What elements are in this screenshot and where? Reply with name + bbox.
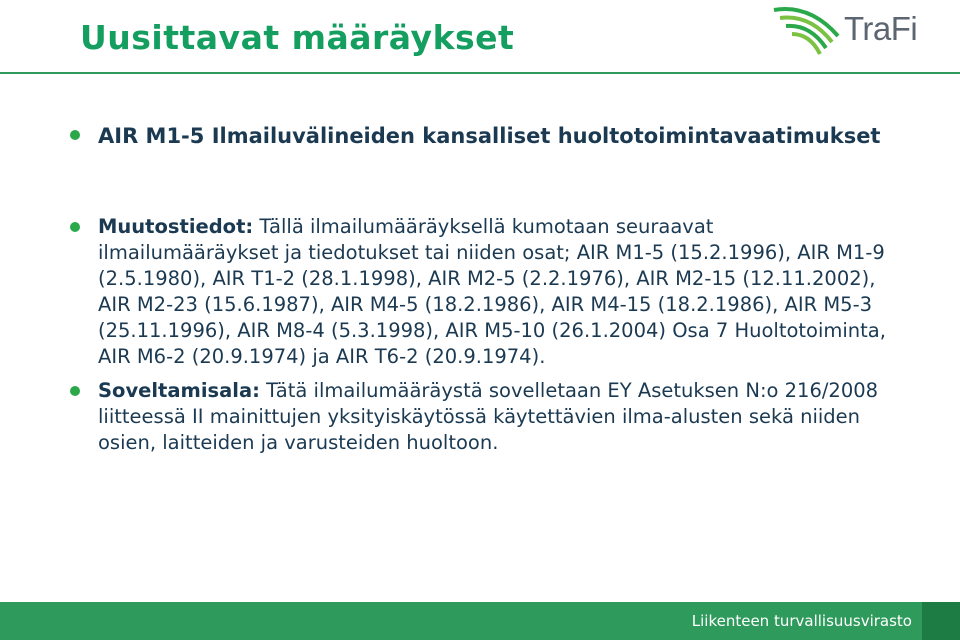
bullet-text: AIR M1-5 Ilmailuvälineiden kansalliset huoltotoimintavaatimukset <box>98 124 881 148</box>
bullet-item <box>70 214 890 370</box>
trafi-swoosh-icon <box>770 2 850 62</box>
footer-accent-box <box>922 602 960 640</box>
bullet-icon <box>70 386 80 396</box>
bullet-lead: Muutostiedot: <box>98 215 254 238</box>
footer-bar <box>0 602 960 640</box>
title-divider <box>0 72 960 74</box>
bullet-text: Tällä ilmailumääräyksellä kumotaan seuraavat ilmailumääräykset ja tiedotukset tai niiden osat; AIR M1-5 (15.2.1996), AIR M1-9 (2.5.1980), AIR T1-2 (28.1.1998), AIR M2-5 (2.2.1976), AIR M2-15 (12.11.2002), AIR M2-23 (15.6.1987), AIR M4-5 (18.2.1986), AIR M4-15 (18.2.1986), AIR M5-3 (25.11.1996), AIR M8-4 (5.3.1998), AIR M5-10 (26.1.2004) Osa 7 Huoltotoiminta, AIR M6-2 (20.9.1974) ja AIR T6-2 (20.9.1974). <box>98 215 886 368</box>
bullet-item <box>70 122 890 150</box>
bullet-text: Tätä ilmailumääräystä sovelletaan EY Asetuksen N:o 216/2008 liitteessä II mainittujen yksityiskäytössä käytettävien ilma-alusten sekä niiden osien, laitteiden ja varusteiden huoltoon. <box>98 379 879 454</box>
bullet-icon <box>70 130 80 140</box>
bullet-item <box>70 378 890 456</box>
slide-content <box>70 122 890 456</box>
slide-title: Uusittavat määräykset <box>80 18 515 57</box>
trafi-logo-text: TraFi <box>844 10 918 47</box>
bullet-lead: Soveltamisala: <box>98 379 260 402</box>
bullet-icon <box>70 222 80 232</box>
footer-agency-name: Liikenteen turvallisuusvirasto <box>691 612 912 630</box>
